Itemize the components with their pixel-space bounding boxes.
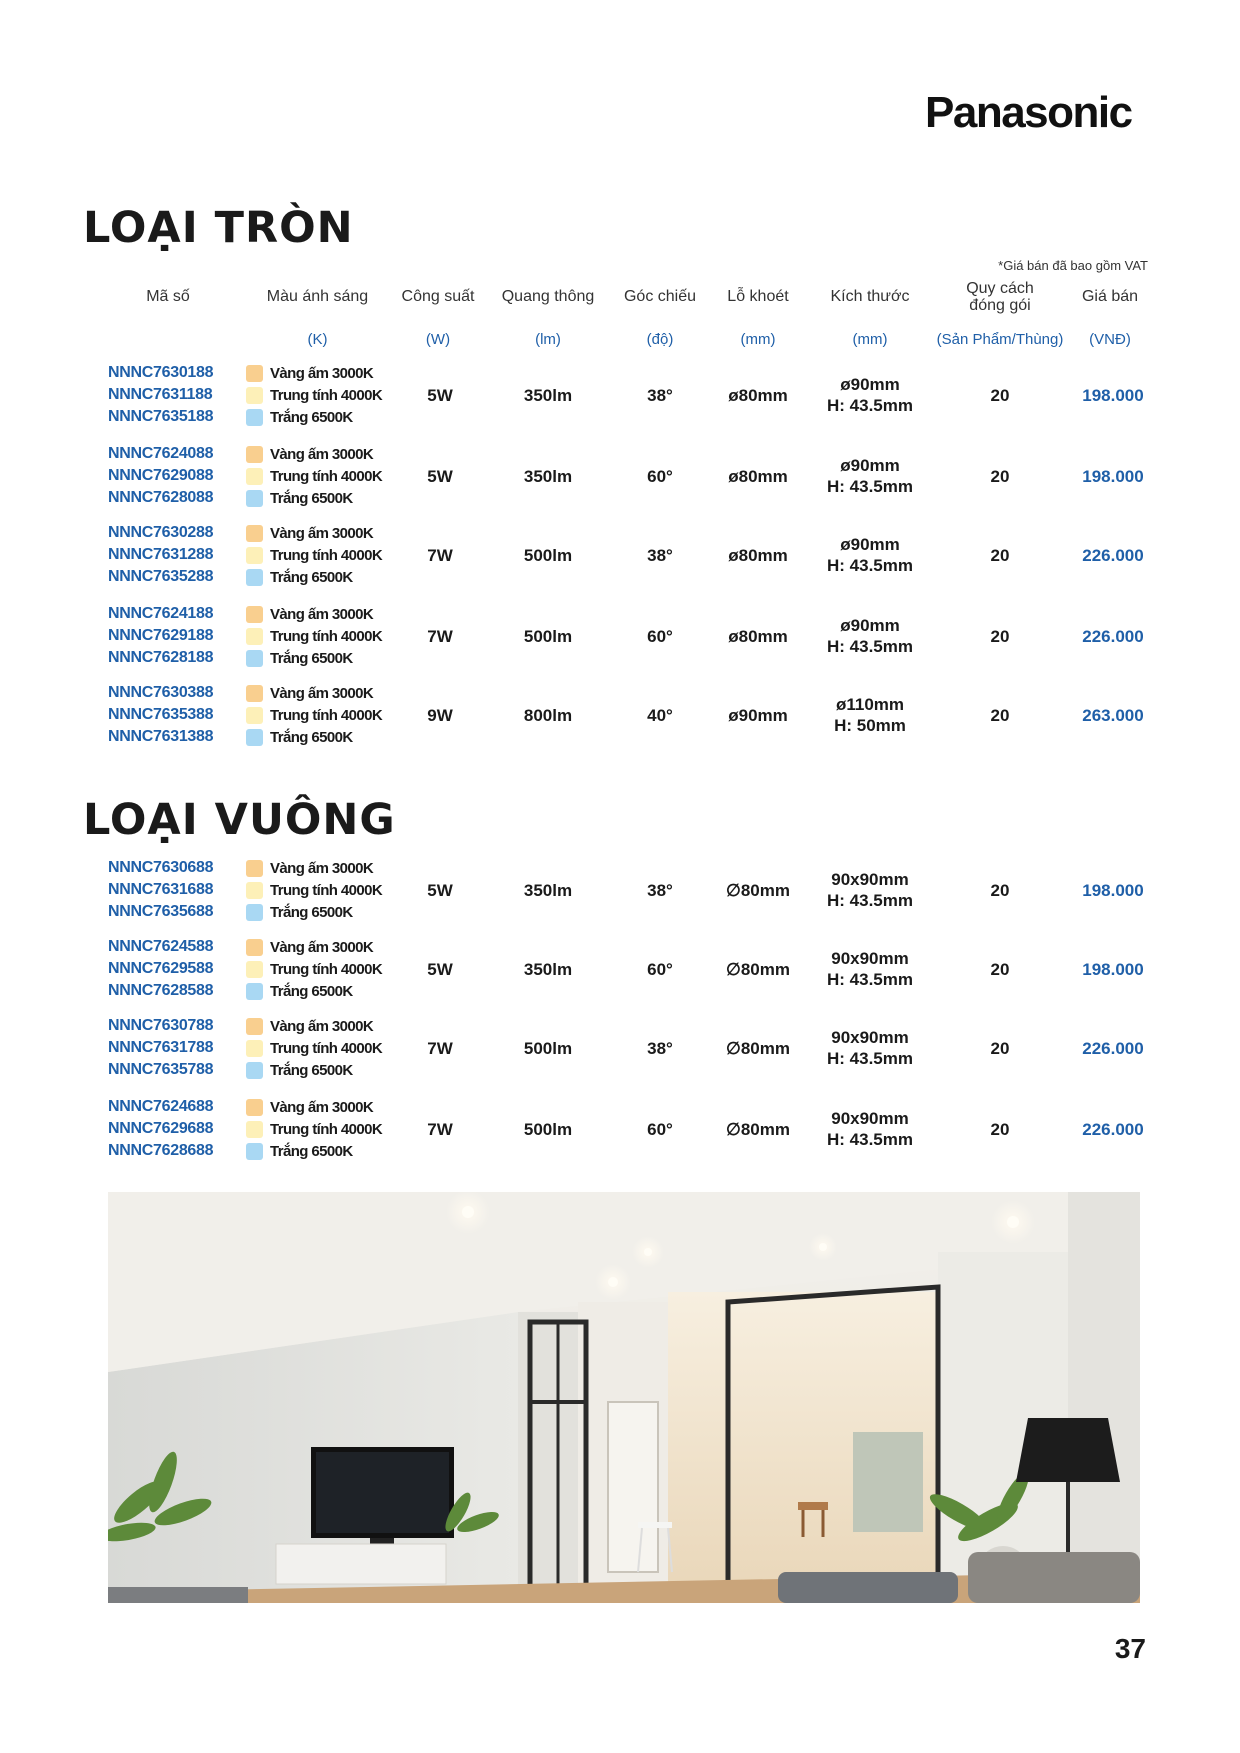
cell-angle: 60° (647, 1119, 673, 1139)
light-color-item (246, 362, 406, 384)
light-color-item (246, 958, 406, 980)
product-codes (108, 1096, 233, 1162)
cell-cutout: ø80mm (728, 385, 788, 405)
product-code: NNNC7635288 (108, 568, 214, 585)
color-swatch (246, 606, 263, 623)
product-row (0, 1096, 1240, 1172)
size-line: 90x90mm (831, 1028, 909, 1047)
product-code: NNNC7631388 (108, 728, 214, 745)
product-code: NNNC7631788 (108, 1039, 214, 1056)
product-code: NNNC7624088 (108, 445, 214, 462)
product-code: NNNC7628188 (108, 649, 214, 666)
light-color-label: Trắng 6500K (270, 568, 353, 586)
cell-lumen: 350lm (523, 385, 573, 405)
light-color-label: Trung tính 4000K (270, 1039, 383, 1057)
unit-lumen: (lm) (535, 331, 561, 348)
color-swatch (246, 1121, 263, 1138)
light-color-item (246, 443, 406, 465)
color-swatch (246, 547, 263, 564)
product-code: NNNC7628088 (108, 489, 214, 506)
panasonic-logo: Panasonic (925, 88, 1132, 137)
unit-price: (VNĐ) (1089, 331, 1131, 348)
color-swatch (246, 468, 263, 485)
light-color-label: Vàng ấm 3000K (270, 938, 374, 956)
light-color-item (246, 603, 406, 625)
color-swatch (246, 729, 263, 746)
color-swatch (246, 490, 263, 507)
cell-price: 263.000 (1082, 705, 1144, 725)
product-code: NNNC7629088 (108, 467, 214, 484)
unit-angle: (độ) (646, 331, 674, 348)
product-code: NNNC7631688 (108, 881, 214, 898)
size-line: H: 43.5mm (827, 477, 913, 496)
cell-cutout: ø80mm (728, 466, 788, 486)
light-color-item (246, 1118, 406, 1140)
light-color-label: Vàng ấm 3000K (270, 445, 374, 463)
light-color-label: Trắng 6500K (270, 982, 353, 1000)
cell-pack: 20 (990, 385, 1010, 405)
section-title-round: LOẠI TRÒN (83, 203, 354, 253)
product-code: NNNC7635788 (108, 1061, 214, 1078)
header-cutout: Lỗ khoét (727, 288, 789, 305)
light-colors (246, 682, 406, 748)
unit-power: (W) (425, 331, 451, 348)
cell-lumen: 500lm (523, 1038, 573, 1058)
header-power: Công suất (401, 288, 475, 305)
cell-pack: 20 (990, 705, 1010, 725)
light-color-label: Vàng ấm 3000K (270, 364, 374, 382)
light-color-label: Vàng ấm 3000K (270, 684, 374, 702)
header-pack (945, 280, 1055, 314)
product-code: NNNC7628588 (108, 982, 214, 999)
cell-price: 226.000 (1082, 1038, 1144, 1058)
cell-price: 226.000 (1082, 626, 1144, 646)
light-colors (246, 1015, 406, 1081)
size-line: H: 43.5mm (827, 891, 913, 910)
cell-power: 7W (427, 626, 453, 646)
light-color-label: Trắng 6500K (270, 408, 353, 426)
light-color-label: Vàng ấm 3000K (270, 1098, 374, 1116)
light-color-item (246, 901, 406, 923)
color-swatch (246, 961, 263, 978)
cell-pack: 20 (990, 1119, 1010, 1139)
cell-cutout: ø80mm (728, 545, 788, 565)
product-code: NNNC7630288 (108, 524, 214, 541)
product-row (0, 857, 1240, 933)
size-line: ø90mm (840, 616, 900, 635)
cell-cutout: ø90mm (728, 705, 788, 725)
light-colors (246, 1096, 406, 1162)
product-row (0, 603, 1240, 679)
product-code: NNNC7630788 (108, 1017, 214, 1034)
living-room-photo (108, 1192, 1140, 1603)
product-code: NNNC7631288 (108, 546, 214, 563)
light-color-label: Trắng 6500K (270, 903, 353, 921)
cell-size (815, 936, 925, 1002)
product-code: NNNC7635688 (108, 903, 214, 920)
cell-size (815, 1096, 925, 1162)
product-code: NNNC7624188 (108, 605, 214, 622)
product-code: NNNC7635188 (108, 408, 214, 425)
cell-price: 226.000 (1082, 1119, 1144, 1139)
light-color-item (246, 487, 406, 509)
cell-cutout: ø80mm (728, 626, 788, 646)
light-colors (246, 443, 406, 509)
light-color-item (246, 1015, 406, 1037)
light-color-label: Vàng ấm 3000K (270, 859, 374, 877)
cell-power: 7W (427, 545, 453, 565)
light-color-item (246, 647, 406, 669)
size-line: H: 43.5mm (827, 556, 913, 575)
size-line: ø110mm (835, 695, 905, 714)
vat-note: *Giá bán đã bao gồm VAT (998, 258, 1148, 273)
cell-size (815, 857, 925, 923)
light-color-label: Vàng ấm 3000K (270, 1017, 374, 1035)
color-swatch (246, 860, 263, 877)
color-swatch (246, 1062, 263, 1079)
cell-cutout: ∅80mm (726, 1119, 790, 1139)
light-color-label: Vàng ấm 3000K (270, 524, 374, 542)
light-color-item (246, 544, 406, 566)
color-swatch (246, 904, 263, 921)
product-codes (108, 936, 233, 1002)
cell-price: 198.000 (1082, 880, 1144, 900)
color-swatch (246, 882, 263, 899)
light-color-item (246, 1140, 406, 1162)
cell-price: 198.000 (1082, 466, 1144, 486)
color-swatch (246, 628, 263, 645)
cell-lumen: 350lm (523, 959, 573, 979)
size-line: ø90mm (840, 456, 900, 475)
cell-pack: 20 (990, 880, 1010, 900)
cell-pack: 20 (990, 959, 1010, 979)
light-color-item (246, 566, 406, 588)
cell-price: 198.000 (1082, 959, 1144, 979)
light-color-label: Trắng 6500K (270, 728, 353, 746)
product-code: NNNC7629188 (108, 627, 214, 644)
cell-lumen: 350lm (523, 880, 573, 900)
product-codes (108, 362, 233, 428)
cell-price: 198.000 (1082, 385, 1144, 405)
product-code: NNNC7624688 (108, 1098, 214, 1115)
light-color-item (246, 704, 406, 726)
light-color-label: Trung tính 4000K (270, 546, 383, 564)
light-color-item (246, 682, 406, 704)
header-angle: Góc chiếu (623, 288, 697, 305)
size-line: ø90mm (840, 535, 900, 554)
cell-angle: 38° (647, 385, 673, 405)
light-colors (246, 362, 406, 428)
product-row (0, 522, 1240, 598)
size-line: H: 50mm (834, 716, 906, 735)
light-color-item (246, 1096, 406, 1118)
cell-price: 226.000 (1082, 545, 1144, 565)
cell-lumen: 500lm (523, 545, 573, 565)
light-colors (246, 603, 406, 669)
product-code: NNNC7629588 (108, 960, 214, 977)
size-line: H: 43.5mm (827, 1049, 913, 1068)
color-swatch (246, 525, 263, 542)
section-title-square: LOẠI VUÔNG (83, 795, 396, 845)
header-lumen: Quang thông (501, 288, 595, 305)
product-codes (108, 443, 233, 509)
header-pack-line1: Quy cách (966, 280, 1034, 297)
light-color-label: Trung tính 4000K (270, 881, 383, 899)
cell-angle: 38° (647, 545, 673, 565)
cell-power: 7W (427, 1038, 453, 1058)
light-color-label: Trắng 6500K (270, 1061, 353, 1079)
cell-angle: 60° (647, 959, 673, 979)
light-color-item (246, 384, 406, 406)
light-colors (246, 936, 406, 1002)
unit-color: (K) (307, 331, 328, 348)
size-line: 90x90mm (831, 870, 909, 889)
light-color-label: Trắng 6500K (270, 489, 353, 507)
size-line: 90x90mm (831, 1109, 909, 1128)
cell-pack: 20 (990, 545, 1010, 565)
cell-power: 5W (427, 959, 453, 979)
cell-angle: 60° (647, 626, 673, 646)
product-code: NNNC7630188 (108, 364, 214, 381)
color-swatch (246, 387, 263, 404)
light-color-label: Trung tính 4000K (270, 467, 383, 485)
cell-pack: 20 (990, 466, 1010, 486)
product-codes (108, 857, 233, 923)
header-price: Giá bán (1081, 288, 1139, 305)
product-codes (108, 522, 233, 588)
cell-size (815, 522, 925, 588)
light-color-item (246, 1059, 406, 1081)
product-row (0, 936, 1240, 1012)
product-row (0, 362, 1240, 438)
product-code: NNNC7630388 (108, 684, 214, 701)
color-swatch (246, 983, 263, 1000)
light-color-label: Trung tính 4000K (270, 386, 383, 404)
unit-pack: (Sản Phẩm/Thùng) (936, 331, 1064, 348)
color-swatch (246, 1018, 263, 1035)
cell-pack: 20 (990, 1038, 1010, 1058)
cell-lumen: 800lm (523, 705, 573, 725)
header-color: Màu ánh sáng (266, 288, 369, 305)
product-code: NNNC7624588 (108, 938, 214, 955)
light-colors (246, 522, 406, 588)
light-color-item (246, 980, 406, 1002)
product-code: NNNC7630688 (108, 859, 214, 876)
size-line: 90x90mm (831, 949, 909, 968)
product-row (0, 443, 1240, 519)
product-code: NNNC7629688 (108, 1120, 214, 1137)
cell-power: 5W (427, 385, 453, 405)
color-swatch (246, 569, 263, 586)
size-line: H: 43.5mm (827, 1130, 913, 1149)
light-color-label: Trung tính 4000K (270, 627, 383, 645)
cell-cutout: ∅80mm (726, 959, 790, 979)
light-color-item (246, 625, 406, 647)
light-color-label: Trung tính 4000K (270, 706, 383, 724)
light-colors (246, 857, 406, 923)
cell-angle: 40° (647, 705, 673, 725)
header-size: Kích thước (830, 288, 910, 305)
cell-size (815, 362, 925, 428)
color-swatch (246, 365, 263, 382)
page-number: 37 (1114, 1633, 1146, 1664)
light-color-item (246, 936, 406, 958)
unit-cutout: (mm) (740, 331, 776, 348)
header-pack-line2: đóng gói (969, 297, 1031, 314)
light-color-label: Trung tính 4000K (270, 1120, 383, 1138)
cell-angle: 38° (647, 880, 673, 900)
light-color-label: Trung tính 4000K (270, 960, 383, 978)
light-color-item (246, 879, 406, 901)
cell-power: 5W (427, 466, 453, 486)
product-codes (108, 603, 233, 669)
cell-angle: 38° (647, 1038, 673, 1058)
product-codes (108, 682, 233, 748)
cell-lumen: 350lm (523, 466, 573, 486)
size-line: ø90mm (840, 375, 900, 394)
color-swatch (246, 650, 263, 667)
color-swatch (246, 707, 263, 724)
product-code: NNNC7628688 (108, 1142, 214, 1159)
cell-lumen: 500lm (523, 626, 573, 646)
cell-power: 7W (427, 1119, 453, 1139)
size-line: H: 43.5mm (827, 970, 913, 989)
cell-size (815, 682, 925, 748)
cell-cutout: ∅80mm (726, 1038, 790, 1058)
color-swatch (246, 446, 263, 463)
product-row (0, 682, 1240, 758)
light-color-item (246, 522, 406, 544)
product-codes (108, 1015, 233, 1081)
light-color-label: Trắng 6500K (270, 1142, 353, 1160)
color-swatch (246, 1143, 263, 1160)
product-row (0, 1015, 1240, 1091)
cell-power: 5W (427, 880, 453, 900)
color-swatch (246, 1099, 263, 1116)
light-color-item (246, 726, 406, 748)
cell-lumen: 500lm (523, 1119, 573, 1139)
light-color-item (246, 465, 406, 487)
cell-size (815, 603, 925, 669)
cell-pack: 20 (990, 626, 1010, 646)
header-code: Mã số (146, 288, 190, 305)
light-color-item (246, 857, 406, 879)
product-code: NNNC7631188 (108, 386, 213, 403)
light-color-item (246, 406, 406, 428)
size-line: H: 43.5mm (827, 637, 913, 656)
size-line: H: 43.5mm (827, 396, 913, 415)
color-swatch (246, 409, 263, 426)
light-color-label: Vàng ấm 3000K (270, 605, 374, 623)
light-color-item (246, 1037, 406, 1059)
product-code: NNNC7635388 (108, 706, 214, 723)
color-swatch (246, 939, 263, 956)
cell-size (815, 443, 925, 509)
unit-size: (mm) (852, 331, 888, 348)
cell-power: 9W (427, 705, 453, 725)
cell-cutout: ∅80mm (726, 880, 790, 900)
cell-angle: 60° (647, 466, 673, 486)
color-swatch (246, 685, 263, 702)
color-swatch (246, 1040, 263, 1057)
cell-size (815, 1015, 925, 1081)
light-color-label: Trắng 6500K (270, 649, 353, 667)
